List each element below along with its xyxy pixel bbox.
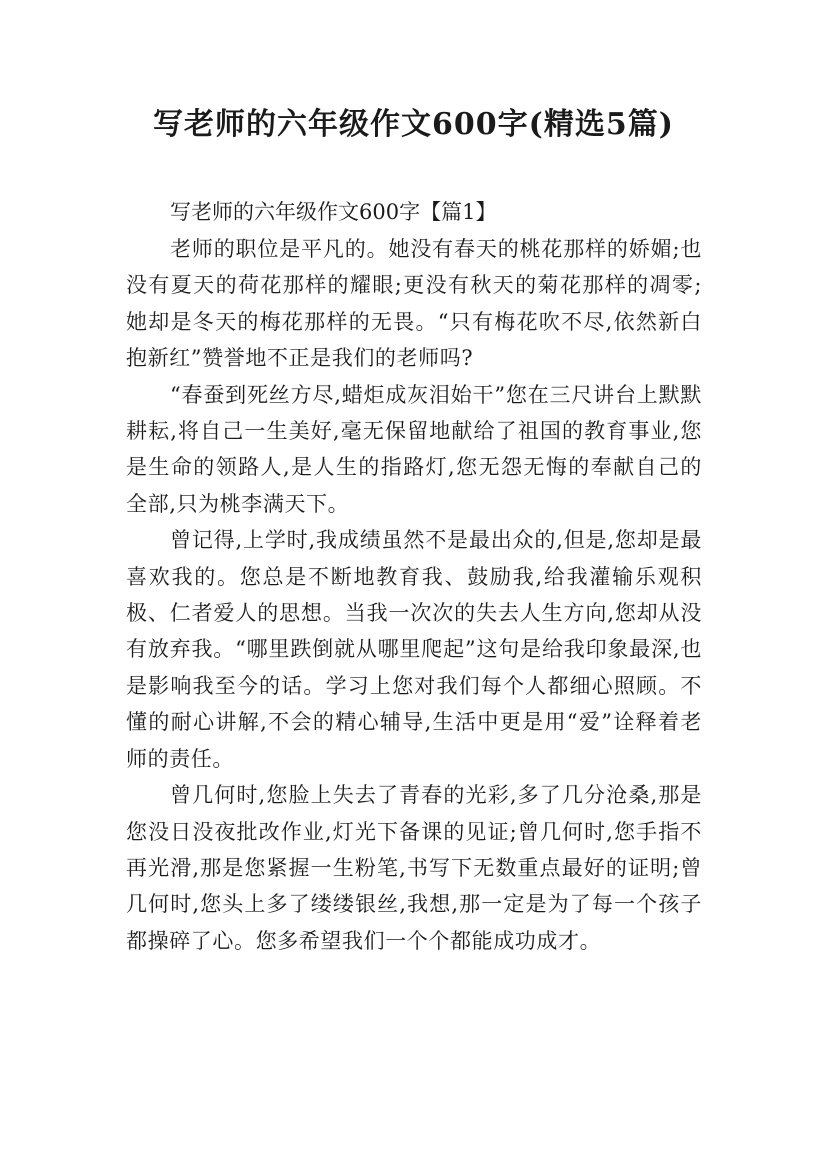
paragraph: 曾几何时,您脸上失去了青春的光彩,多了几分沧桑,那是您没日没夜批改作业,灯光下备课的见证;曾几何时,您手指不再光滑,那是您紧握一生粉笔,书写下无数重点最好的证明;曾几何时,您头上多了缕缕银丝,我想,那一定是为了每一个孩子都操碎了心。您多希望我们一个个都能成功成才。 [126,783,702,953]
section-heading: 写老师的六年级作文600字【篇1】 [170,200,497,224]
paragraph: 老师的职位是平凡的。她没有春天的桃花那样的娇媚;也没有夏天的荷花那样的耀眼;更没有秋天的菊花那样的凋零;她却是冬天的梅花那样的无畏。“只有梅花吹不尽,依然新白抱新红”赞誉地不正是我们的老师吗? [126,237,702,371]
paragraph: “春蚕到死丝方尽,蜡炬成灰泪始干”您在三尺讲台上默默耕耘,将自己一生美好,毫无保留地献给了祖国的教育事业,您是生命的领路人,是人生的指路灯,您无怨无悔的奉献自己的全部,只为桃李满天下。 [126,382,702,516]
document-body [126,193,702,959]
document-title: 写老师的六年级作文600字(精选5篇) [153,107,674,142]
paragraph: 曾记得,上学时,我成绩虽然不是最出众的,但是,您却是最喜欢我的。您总是不断地教育我、鼓励我,给我灌输乐观积极、仁者爱人的思想。当我一次次的失去人生方向,您却从没有放弃我。“哪里跌倒就从哪里爬起”这句是给我印象最深,也是影响我至今的话。学习上您对我们每个人都细心照顾。不懂的耐心讲解,不会的精心辅导,生活中更是用“爱”诠释着老师的责任。 [126,528,702,771]
